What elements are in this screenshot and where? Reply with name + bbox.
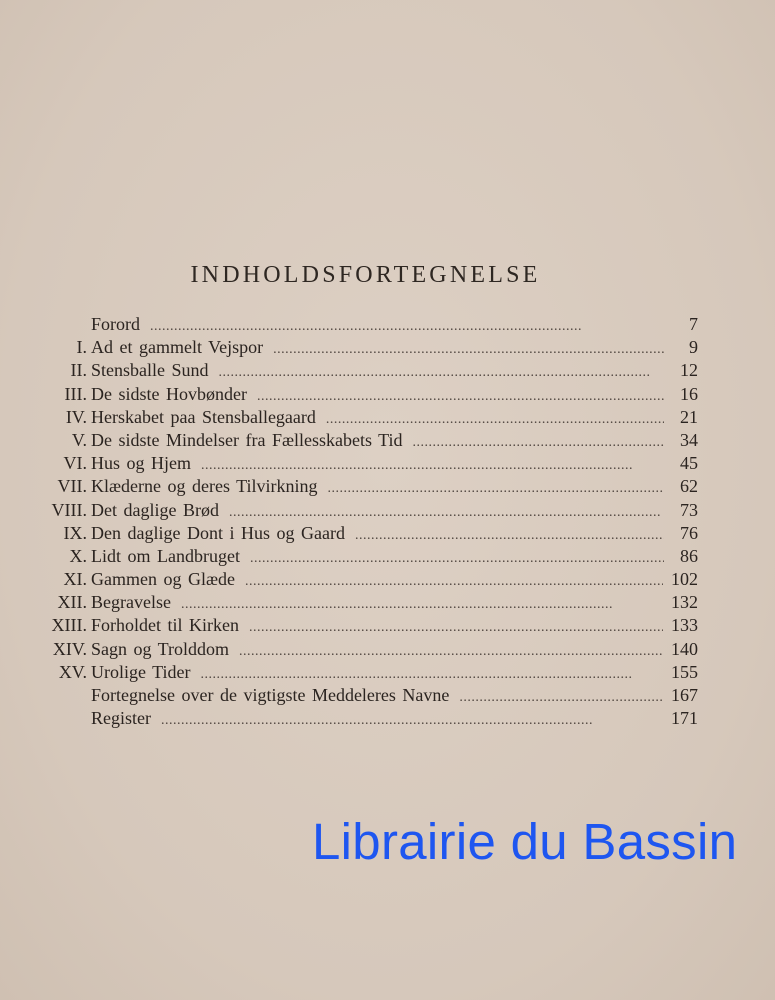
chapter-title: Begravelse <box>91 592 171 613</box>
toc-row <box>30 684 698 707</box>
toc-row <box>30 499 698 522</box>
page-number: 45 <box>680 453 698 474</box>
page-number: 12 <box>680 360 698 381</box>
dot-leader <box>355 524 664 547</box>
chapter-number: II. <box>70 360 87 381</box>
chapter-title: Klæderne og deres Tilvirkning <box>91 476 318 497</box>
chapter-title: Gammen og Glæde <box>91 569 235 590</box>
dot-leader <box>328 477 665 500</box>
dot-leader <box>239 640 663 663</box>
chapter-number: VII. <box>57 476 87 497</box>
toc-row <box>30 707 698 730</box>
chapter-title: Lidt om Landbruget <box>91 545 240 566</box>
toc-row <box>30 475 698 498</box>
dot-leader <box>219 361 665 384</box>
dot-leader <box>249 616 663 639</box>
dot-leader <box>459 686 663 709</box>
chapter-title: Fortegnelse over de vigtigste Meddeleres Navne <box>91 685 450 705</box>
toc-row <box>30 336 698 359</box>
chapter-title: Register <box>91 708 151 729</box>
toc-row <box>30 545 698 568</box>
page-number: 16 <box>680 383 698 404</box>
chapter-number: XI. <box>63 569 87 590</box>
page-number: 76 <box>680 522 698 543</box>
page-number: 34 <box>680 429 698 450</box>
toc-row <box>30 406 698 429</box>
chapter-title: Forholdet til Kirken <box>91 615 239 636</box>
page-number: 167 <box>671 685 698 705</box>
page-number: 155 <box>671 661 698 682</box>
chapter-number: V. <box>71 429 87 450</box>
chapter-number: XII. <box>57 592 87 613</box>
chapter-title: Sagn og Trolddom <box>91 638 230 659</box>
dot-leader <box>181 593 663 616</box>
page-title: INDHOLDSFORTEGNELSE <box>190 262 541 288</box>
page-number: 140 <box>671 638 698 659</box>
chapter-number: XIV. <box>52 638 87 659</box>
toc-row <box>30 614 698 637</box>
chapter-title: Ad et gammelt Vejspor <box>91 337 264 358</box>
chapter-title: Stensballe Sund <box>91 360 209 381</box>
chapter-number: X. <box>69 545 87 566</box>
dot-leader <box>257 385 664 408</box>
dot-leader <box>161 709 663 732</box>
table-of-contents <box>30 313 698 730</box>
page-number: 21 <box>680 406 698 427</box>
chapter-title: Forord <box>91 314 140 334</box>
chapter-title: Den daglige Dont i Hus og Gaard <box>91 522 345 543</box>
dot-leader <box>245 570 663 593</box>
dot-leader <box>201 663 663 686</box>
chapter-number: XIII. <box>51 615 87 636</box>
toc-row <box>30 568 698 591</box>
chapter-title: Herskabet paa Stensballegaard <box>91 406 316 427</box>
dot-leader <box>150 315 664 338</box>
toc-row <box>30 661 698 684</box>
dot-leader <box>201 454 664 477</box>
dot-leader <box>250 547 664 570</box>
page-number: 86 <box>680 545 698 566</box>
chapter-title: Urolige Tider <box>91 661 191 682</box>
chapter-number: IV. <box>65 406 87 427</box>
page-number: 133 <box>671 615 698 636</box>
toc-row <box>30 452 698 475</box>
toc-row <box>30 638 698 661</box>
dot-leader <box>413 431 665 454</box>
dot-leader <box>229 501 664 524</box>
page-number: 102 <box>671 569 698 590</box>
watermark-text: Librairie du Bassin <box>312 813 738 870</box>
chapter-title: Hus og Hjem <box>91 453 191 474</box>
page-number: 171 <box>671 708 698 729</box>
page-number: 132 <box>671 592 698 613</box>
chapter-number: IX. <box>63 522 87 543</box>
dot-leader <box>326 408 664 431</box>
chapter-number: XV. <box>58 661 87 682</box>
toc-row <box>30 359 698 382</box>
chapter-title: De sidste Hovbønder <box>91 383 247 404</box>
chapter-number: VIII. <box>51 499 87 520</box>
toc-row <box>30 429 698 452</box>
chapter-number: III. <box>64 383 87 404</box>
chapter-number: VI. <box>63 453 87 474</box>
toc-row <box>30 313 698 336</box>
toc-row <box>30 522 698 545</box>
toc-row <box>30 591 698 614</box>
page-number: 62 <box>680 476 698 497</box>
chapter-number: I. <box>76 337 87 358</box>
page-number: 73 <box>680 499 698 520</box>
chapter-title: Det daglige Brød <box>91 499 219 520</box>
chapter-title: De sidste Mindelser fra Fællesskabets Tid <box>91 429 403 450</box>
dot-leader <box>273 338 664 361</box>
page-number: 7 <box>689 314 698 334</box>
page-number: 9 <box>689 337 698 358</box>
toc-row <box>30 383 698 406</box>
